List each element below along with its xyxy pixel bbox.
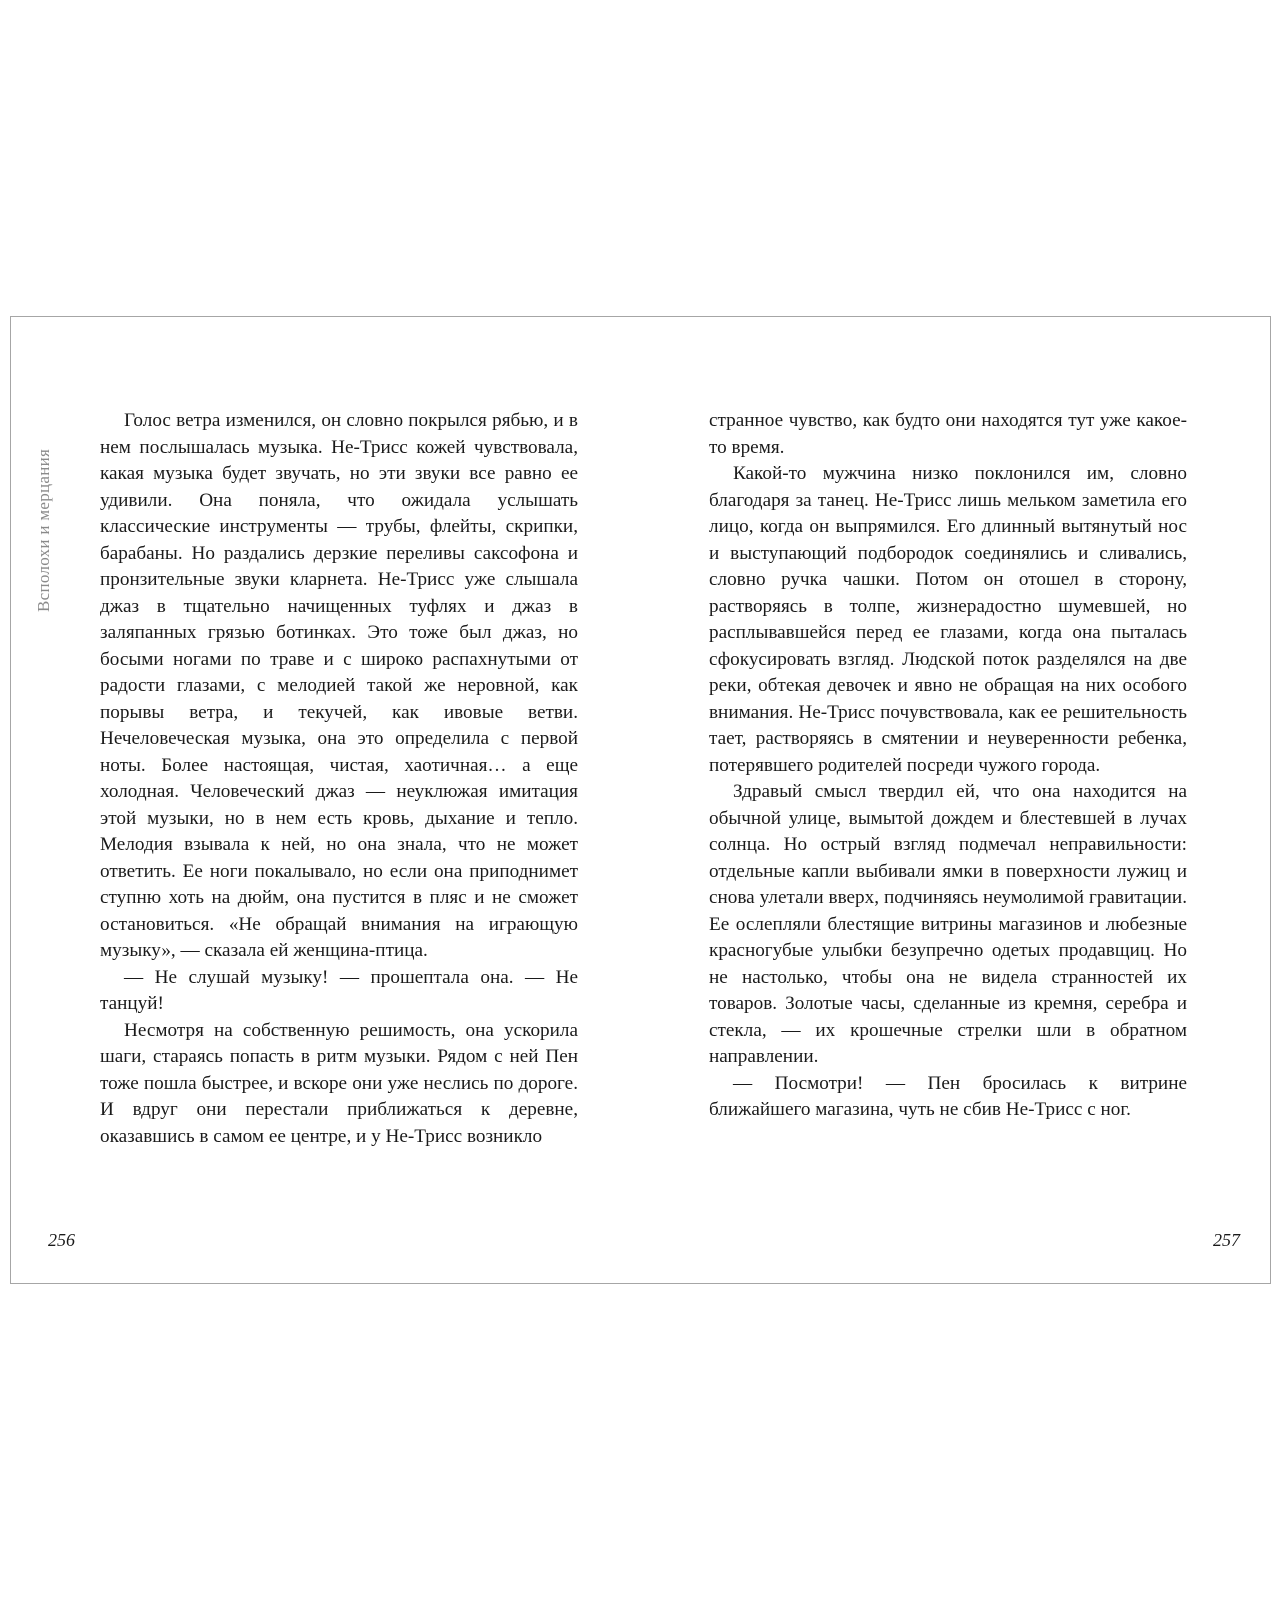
page-number-left: 256 [48, 1230, 75, 1250]
paragraph: Здравый смысл твердил ей, что она находится на обычной улице, вымытой дождем и блестевшей в лучах солнца. Но острый взгляд подмечал неправильности: отдельные капли выбивали ямки в поверхности лужиц и снова улетали вверх, подчиняясь неумолимой гравитации. Ее ослепляли блестящие витрины магазинов и любезные красногубые улыбки безупречно одетых продавщиц. Но не настолько, чтобы она не видела странностей их товаров. Золотые часы, сделанные из кремня, серебра и стекла, — их крошечные стрелки шли в обратном направлении. [709, 781, 1187, 1067]
paragraph: — Посмотри! — Пен бросилась к витрине ближайшего магазина, чуть не сбив Не-Трисс с ног. [709, 1072, 1187, 1120]
right-page-text [709, 408, 1187, 1124]
running-head: Всполохи и мерцания [34, 448, 53, 612]
paragraph: Голос ветра изменился, он словно покрылся рябью, и в нем послышалась музыка. Не-Трисс кожей чувствовала, какая музыка будет звучать, но эти звуки все равно ее удивили. Она поняла, что ожидала услышать классические инструменты — трубы, флейты, скрипки, барабаны. Но раздались дерзкие переливы саксофона и пронзительные звуки кларнета. Не-Трисс уже слышала джаз в тщательно начищенных туфлях и джаз в заляпанных грязью ботинках. Это тоже был джаз, но босыми ногами по траве и с широко распахнутыми от радости глазами, с мелодией такой же неровной, как порывы ветра, и текучей, как ивовые ветви. Нечеловеческая музыка, она это определила с первой ноты. Более настоящая, чистая, хаотичная… а еще холодная. Человеческий джаз — неуклюжая имитация этой музыки, но в нем есть кровь, дыхание и тепло. Мелодия взывала к ней, но она знала, что не может ответить. Ее ноги покалывало, но если она приподнимет ступню хоть на дюйм, она пустится в пляс и не сможет остановиться. «Не обращай внимания на играющую музыку», — сказала ей женщина-птица. [100, 410, 578, 961]
paragraph: Какой-то мужчина низко поклонился им, словно благодаря за танец. Не-Трисс лишь мельком заметила его лицо, когда он выпрямился. Его длинный вытянутый нос и выступающий подбородок соединялись и сливались, словно ручка чашки. Потом он отошел в сторону, растворяясь в толпе, жизнерадостно шумевшей, но расплывавшейся перед ее глазами, когда она пыталась сфокусировать взгляд. Людской поток разделялся на две реки, обтекая девочек и явно не обращая на них особого внимания. Не-Трисс почувствовала, как ее решительность тает, растворяясь в смятении и неуверенности ребенка, потерявшего родителей посреди чужого города. [709, 463, 1187, 776]
paragraph-continuation: странное чувство, как будто они находятся тут уже какое-то время. [709, 410, 1187, 458]
left-page-text [100, 408, 578, 1150]
paragraph: — Не слушай музыку! — прошептала она. — Не танцуй! [100, 966, 578, 1014]
page-number-right: 257 [1213, 1230, 1240, 1250]
paragraph: Несмотря на собственную решимость, она ускорила шаги, стараясь попасть в ритм музыки. Рядом с ней Пен тоже пошла быстрее, и вскоре они уже неслись по дороге. И вдруг они перестали приближаться к деревне, оказавшись в самом ее центре, и у Не-Трисс возникло [100, 1019, 578, 1147]
